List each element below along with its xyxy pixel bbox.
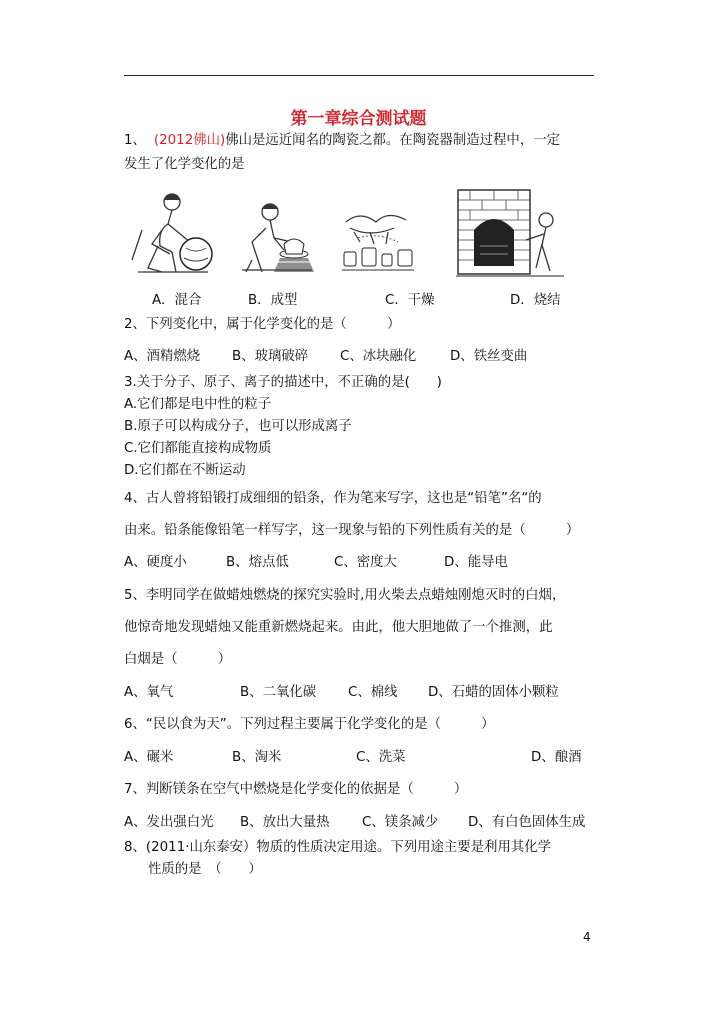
q2-option-d[interactable]: D、铁丝变曲 — [450, 349, 528, 364]
question-5-line-1: 5、李明同学在做蜡烛燃烧的探究实验时,用火柴去点蜡烛刚熄灭时的白烟， — [124, 588, 566, 603]
question-8-line-2: 性质的是 （ ） — [148, 862, 262, 877]
question-4-line-2: 由来。铅条能像铅笔一样写字，这一现象与铅的下列性质有关的是（ ） — [124, 523, 580, 538]
question-number: 1、 — [124, 133, 146, 148]
q5-option-a[interactable]: A、氧气 — [124, 685, 174, 700]
q4-option-a[interactable]: A、硬度小 — [124, 555, 187, 570]
q3-option-a[interactable]: A.它们都是电中性的粒子 — [124, 397, 272, 412]
shaping-illustration — [236, 198, 326, 280]
q2-option-b[interactable]: B、玻璃破碎 — [232, 349, 309, 364]
question-7-stem: 7、判断镁条在空气中燃烧是化学变化的依据是（ ） — [124, 782, 468, 797]
mixing-illustration — [128, 190, 218, 282]
sintering-illustration — [454, 186, 566, 280]
question-text: 佛山是远近闻名的陶瓷之都。在陶瓷器制造过程中，一定 — [225, 133, 560, 148]
q1-option-c[interactable]: C．干燥 — [385, 293, 435, 308]
question-8-line-1: 8、(2011·山东泰安）物质的性质决定用途。下列用途主要是利用其化学 — [124, 840, 552, 855]
question-4-line-1: 4、古人曾将铅锻打成细细的铅条，作为笔来写字，这也是“铅笔”名“的 — [124, 491, 542, 506]
q7-option-a[interactable]: A、发出强白光 — [124, 815, 214, 830]
q1-option-b[interactable]: B．成型 — [248, 293, 298, 308]
q7-option-d[interactable]: D、有白色固体生成 — [468, 815, 586, 830]
q6-option-b[interactable]: B、淘米 — [232, 750, 282, 765]
question-2-stem: 2、下列变化中，属于化学变化的是（ ） — [124, 317, 401, 332]
drying-illustration — [340, 208, 418, 280]
q3-option-d[interactable]: D.它们都在不断运动 — [124, 463, 246, 478]
q2-option-a[interactable]: A、酒精燃烧 — [124, 349, 201, 364]
q4-option-d[interactable]: D、能导电 — [444, 555, 508, 570]
q4-option-c[interactable]: C、密度大 — [334, 555, 397, 570]
question-1-line-2: 发生了化学变化的是 — [124, 157, 245, 172]
question-5-line-2: 他惊奇地发现蜡烛又能重新燃烧起来。由此，他大胆地做了一个推测，此 — [124, 620, 553, 635]
q7-option-c[interactable]: C、镁条减少 — [362, 815, 439, 830]
q6-option-c[interactable]: C、洗菜 — [356, 750, 406, 765]
q1-option-d[interactable]: D．烧结 — [510, 293, 561, 308]
q4-option-b[interactable]: B、熔点低 — [226, 555, 289, 570]
question-6-stem: 6、“民以食为天”。下列过程主要属于化学变化的是（ ） — [124, 717, 495, 732]
q6-option-d[interactable]: D、酿酒 — [531, 750, 582, 765]
q3-option-c[interactable]: C.它们都能直接构成物质 — [124, 441, 272, 456]
q1-option-a[interactable]: A．混合 — [152, 293, 202, 308]
q2-option-c[interactable]: C、冰块融化 — [340, 349, 417, 364]
header-rule — [124, 75, 594, 76]
question-1-line-1 — [124, 132, 560, 150]
q5-option-c[interactable]: C、棉线 — [348, 685, 398, 700]
q5-option-b[interactable]: B、二氧化碳 — [240, 685, 317, 700]
question-5-line-3: 白烟是（ ） — [124, 652, 232, 667]
question-3-stem: 3.关于分子、原子、离子的描述中，不正确的是( ) — [124, 375, 442, 390]
page-title: 第一章综合测试题 — [290, 109, 427, 129]
q3-option-b[interactable]: B.原子可以构成分子，也可以形成离子 — [124, 419, 352, 434]
q7-option-b[interactable]: B、放出大量热 — [240, 815, 330, 830]
q6-option-a[interactable]: A、碾米 — [124, 750, 174, 765]
q5-option-d[interactable]: D、石蜡的固体小颗粒 — [428, 685, 559, 700]
page-number: 4 — [583, 930, 591, 944]
question-source: (2012佛山) — [153, 133, 226, 148]
